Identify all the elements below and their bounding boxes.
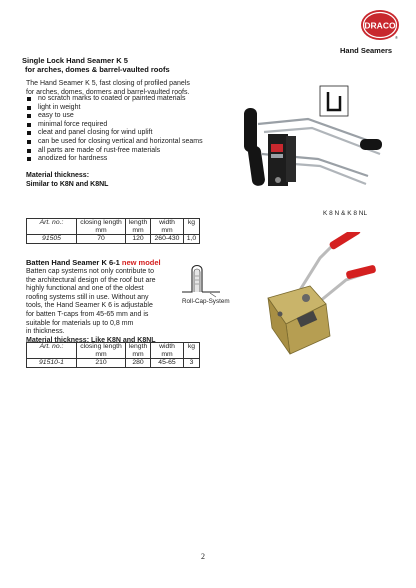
- feature-item: no scratch marks to coated or painted materials: [26, 95, 226, 104]
- feature-item: all parts are made of rust-free materials: [26, 147, 226, 156]
- table-cell: 70: [77, 235, 126, 244]
- column-header: closing length mm: [77, 219, 126, 235]
- column-header: length mm: [126, 219, 151, 235]
- table-row: [27, 235, 200, 244]
- table-cell: 260-430: [151, 235, 184, 244]
- material-thickness: Material thickness: Similar to K8N and K8NL: [26, 172, 109, 188]
- hand-seamer-k5-photo: [238, 84, 388, 194]
- feature-list: [26, 95, 226, 164]
- table-cell: 210: [77, 359, 126, 368]
- column-header: Art. no.:: [27, 343, 77, 359]
- spec-table-k5: [26, 218, 200, 244]
- table-cell: 91505: [27, 235, 77, 244]
- feature-item: cleat and panel closing for wind uplift: [26, 129, 226, 138]
- new-model-badge: new model: [121, 258, 161, 267]
- column-header: width mm: [151, 219, 184, 235]
- image-caption: K 8 N & K 8 NL: [323, 210, 368, 217]
- feature-item: minimal force required: [26, 121, 226, 130]
- feature-item: can be used for closing vertical and horizontal seams: [26, 138, 226, 147]
- feature-item: anodized for hardness: [26, 155, 226, 164]
- column-header: kg: [184, 219, 200, 235]
- roll-cap-diagram: [180, 262, 240, 298]
- table-cell: 91510-1: [27, 359, 77, 368]
- table-cell: 45-65: [151, 359, 184, 368]
- column-header: Art. no.:: [27, 219, 77, 235]
- table-cell: 3: [184, 359, 200, 368]
- section2-title: Batten Hand Seamer K 6-1 new model: [26, 258, 161, 267]
- draco-logo: [360, 8, 400, 42]
- section2-description: Batten cap systems not only contribute to the architectural design of the roof but are highly functional and one of the oldest roofing systems still in use. Without any tools, the Hand Seamer K 6 is adjustable for batten T-caps from 45-65 mm and is suitable for materials up to 0,8 mm in thickness. Material thickness: Like K8N and K8NL: [26, 268, 156, 344]
- feature-item: easy to use: [26, 112, 226, 121]
- spec-table-k6-1: [26, 342, 200, 368]
- column-header: width mm: [151, 343, 184, 359]
- column-header: kg: [184, 343, 200, 359]
- batten-hand-seamer-k6-1-photo: [258, 232, 378, 360]
- brand-heading: Hand Seamers: [340, 46, 393, 55]
- table-cell: 1,0: [184, 235, 200, 244]
- page-number: 2: [201, 552, 205, 561]
- svg-text:DRACO: DRACO: [364, 20, 396, 31]
- feature-item: light in weight: [26, 104, 226, 113]
- section1-title: Single Lock Hand Seamer K 5 for arches, domes & barrel-vaulted roofs: [22, 56, 170, 74]
- roll-cap-label: Roll-Cap-System: [182, 298, 230, 305]
- column-header: closing length mm: [77, 343, 126, 359]
- svg-text:®: ®: [395, 35, 398, 40]
- column-header: length mm: [126, 343, 151, 359]
- table-cell: 280: [126, 359, 151, 368]
- table-cell: 120: [126, 235, 151, 244]
- table-row: [27, 359, 200, 368]
- section1-intro: The Hand Seamer K 5, fast closing of profiled panels for arches, domes, dormers and barrel-vaulted roofs.: [26, 80, 190, 96]
